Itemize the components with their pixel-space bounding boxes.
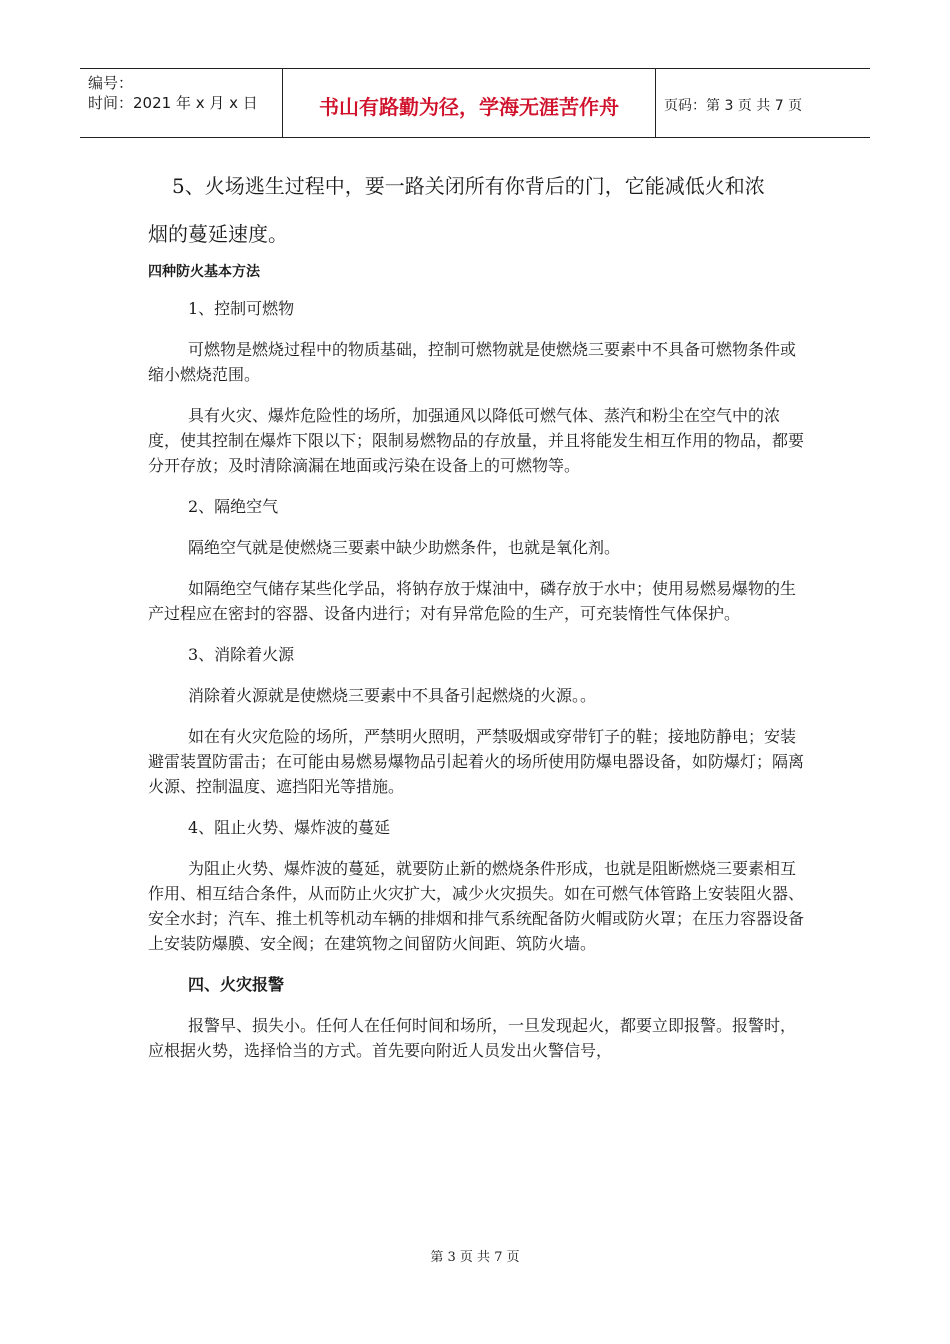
method-3-paragraph-1: 消除着火源就是使燃烧三要素中不具备引起燃烧的火源。。: [188, 686, 597, 705]
page-footer: 第 3 页 共 7 页: [430, 1250, 520, 1265]
document-body: [148, 162, 808, 1063]
header-motto: 书山有路勤为径，学海无涯苦作舟: [283, 69, 656, 137]
intro-line-2: 烟的蔓延速度。: [148, 222, 288, 246]
method-1-paragraph-1: 可燃物是燃烧过程中的物质基础，控制可燃物就是使燃烧三要素中不具备可燃物条件或缩小燃烧范围。: [148, 340, 797, 384]
header-page-info: 页码：第 3 页 共 7 页: [664, 98, 803, 114]
section-title-fire-prevention: 四种防火基本方法: [148, 264, 260, 280]
header-meta: [80, 69, 283, 137]
page-header: [80, 68, 870, 138]
method-2-paragraph-2: 如隔绝空气储存某些化学品，将钠存放于煤油中，磷存放于水中；使用易燃易爆物的生产过程应在密封的容器、设备内进行；对有异常危险的生产，可充装惰性气体保护。: [148, 579, 797, 623]
method-2-title: 2、隔绝空气: [188, 497, 279, 516]
method-4-title: 4、阻止火势、爆炸波的蔓延: [188, 818, 391, 837]
method-2-paragraph-1: 隔绝空气就是使燃烧三要素中缺少助燃条件，也就是氧化剂。: [188, 538, 621, 557]
method-4-paragraph-1: 为阻止火势、爆炸波的蔓延，就要防止新的燃烧条件形成，也就是阻断燃烧三要素相互作用、相互结合条件，从而防止火灾扩大，减少火灾损失。如在可燃气体管路上安装阻火器、安全水封；汽车、推土机等机动车辆的排烟和排气系统配备防火帽或防火罩；在压力容器设备上安装防爆膜、安全阀；在建筑物之间留防火间距、筑防火墙。: [148, 859, 805, 953]
section-4-title: 四、火灾报警: [188, 975, 285, 994]
doc-date-label: 时间：2021 年 x 月 x 日: [88, 94, 258, 112]
section-4-paragraph-1: 报警早、损失小。任何人在任何时间和场所，一旦发现起火，都要立即报警。报警时，应根据火势，选择恰当的方式。首先要向附近人员发出火警信号，: [148, 1016, 797, 1060]
method-3-title: 3、消除着火源: [188, 645, 295, 664]
intro-line-1: 5、火场逃生过程中，要一路关闭所有你背后的门，它能减低火和浓: [172, 174, 765, 198]
doc-number-label: 编号：: [88, 74, 134, 92]
method-3-paragraph-2: 如在有火灾危险的场所，严禁明火照明，严禁吸烟或穿带钉子的鞋；接地防静电；安装避雷装置防雷击；在可能由易燃易爆物品引起着火的场所使用防爆电器设备，如防爆灯；隔离火源、控制温度、遮挡阳光等措施。: [148, 727, 805, 796]
method-1-title: 1、控制可燃物: [188, 299, 295, 318]
method-1-paragraph-2: 具有火灾、爆炸危险性的场所，加强通风以降低可燃气体、蒸汽和粉尘在空气中的浓度，使其控制在爆炸下限以下；限制易燃物品的存放量，并且将能发生相互作用的物品，都要分开存放；及时清除滴漏在地面或污染在设备上的可燃物等。: [148, 406, 805, 475]
